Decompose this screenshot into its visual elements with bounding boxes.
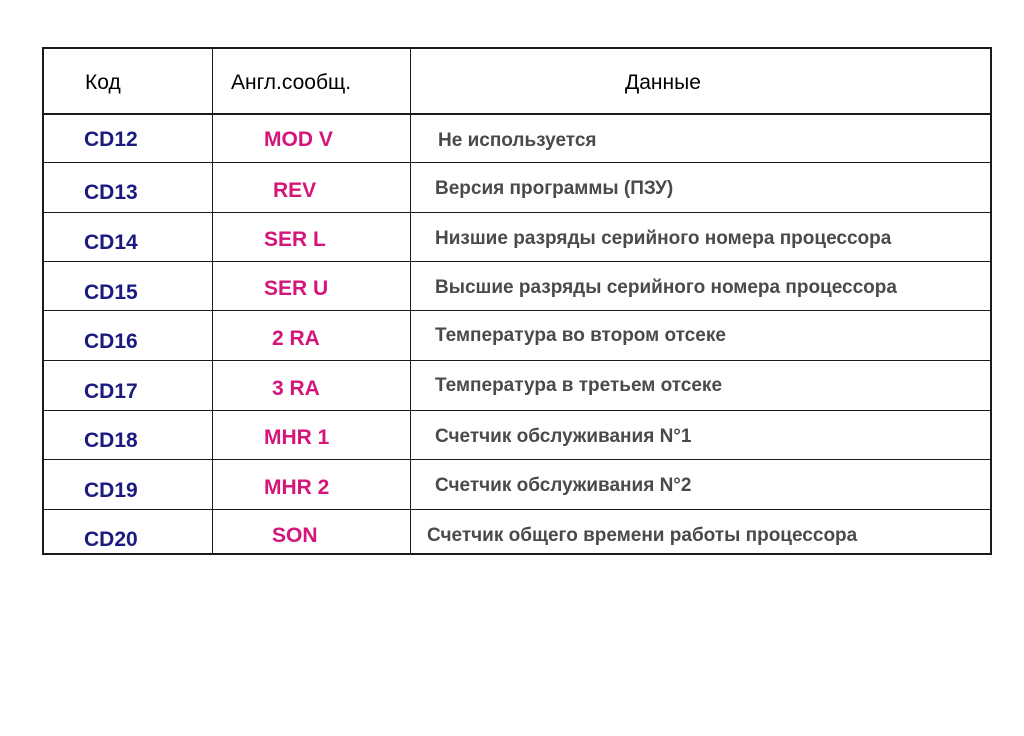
- row-message: 2 RA: [272, 327, 320, 350]
- column-divider-2: [410, 49, 411, 553]
- row-divider: [44, 360, 990, 361]
- row-data: Высшие разряды серийного номера процессора: [435, 277, 897, 298]
- row-message: MOD V: [264, 128, 333, 151]
- row-message: REV: [273, 179, 317, 202]
- row-code: CD14: [84, 231, 138, 254]
- column-divider-1: [212, 49, 213, 553]
- row-divider: [44, 261, 990, 262]
- row-divider: [44, 162, 990, 163]
- row-divider: [44, 310, 990, 311]
- row-message: SER L: [264, 228, 326, 251]
- row-data: Счетчик обслуживания N°2: [435, 475, 692, 496]
- row-divider: [44, 459, 990, 460]
- row-data: Температура в третьем отсеке: [435, 375, 723, 396]
- row-message: SER U: [264, 277, 329, 300]
- row-code: CD20: [84, 528, 138, 551]
- row-code: CD18: [84, 429, 138, 452]
- row-data: Версия программы (ПЗУ): [435, 178, 674, 199]
- row-data: Низшие разряды серийного номера процессора: [435, 228, 892, 249]
- row-data: Счетчик общего времени работы процессора: [427, 525, 858, 546]
- header-data: Данные: [625, 71, 701, 94]
- row-divider: [44, 410, 990, 411]
- row-code: CD19: [84, 479, 138, 502]
- row-data: Счетчик обслуживания N°1: [435, 426, 692, 447]
- row-data: Температура во втором отсеке: [435, 325, 726, 346]
- row-divider: [44, 509, 990, 510]
- header-message: Англ.сообщ.: [231, 71, 352, 94]
- header-divider: [44, 113, 990, 115]
- row-message: 3 RA: [272, 377, 320, 400]
- codes-table: [42, 47, 992, 555]
- row-message: MHR 1: [264, 426, 330, 449]
- row-divider: [44, 212, 990, 213]
- header-code: Код: [85, 71, 121, 94]
- row-message: MHR 2: [264, 476, 330, 499]
- row-message: SON: [272, 524, 318, 547]
- row-code: CD16: [84, 330, 138, 353]
- row-code: CD13: [84, 181, 138, 204]
- row-data: Не используется: [438, 130, 597, 151]
- row-code: CD12: [84, 128, 138, 151]
- row-code: CD15: [84, 281, 138, 304]
- row-code: CD17: [84, 380, 138, 403]
